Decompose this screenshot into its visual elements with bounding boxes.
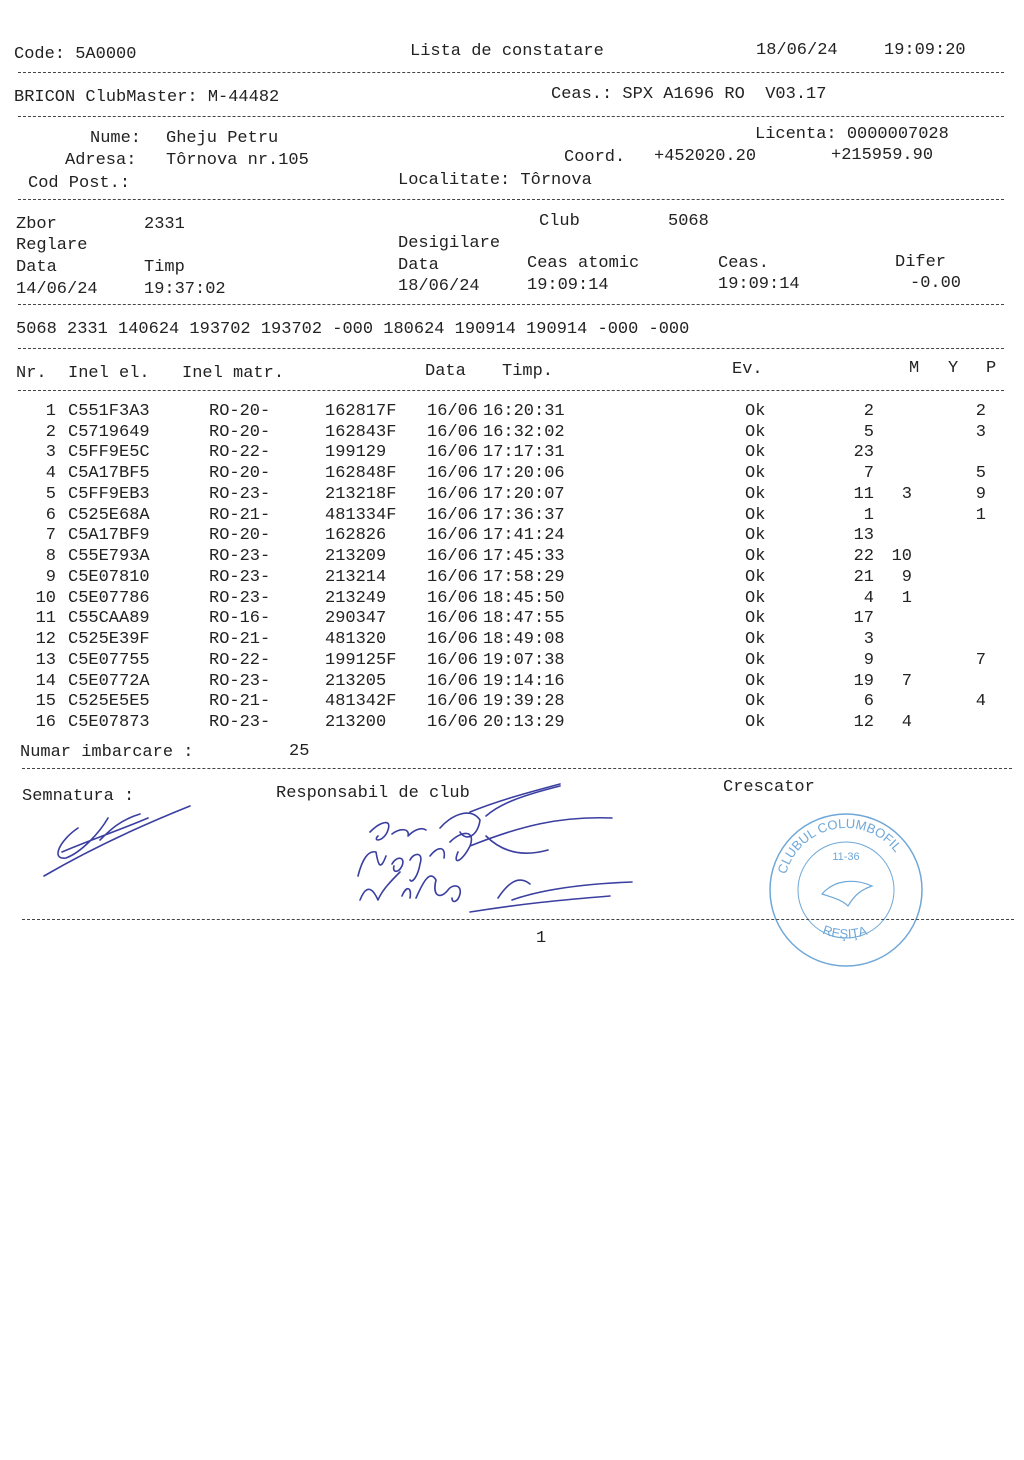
cell-nr: 11 (35, 609, 56, 628)
document-title: Lista de constatare (410, 42, 604, 61)
cell-time: 17:20:07 (483, 485, 565, 504)
cell-date: 16/06 (427, 485, 479, 504)
cell-nr: 15 (35, 692, 56, 711)
cell-num: 162817F (325, 402, 397, 421)
cell-time: 17:20:06 (483, 464, 565, 483)
cell-y: 9 (901, 568, 912, 587)
divider (22, 919, 1014, 920)
cell-el: C5E0772A (68, 672, 150, 691)
reglare-label: Reglare (16, 236, 88, 255)
cell-nr: 9 (45, 568, 56, 587)
cell-pre: RO-23- (209, 589, 271, 608)
postcode-label: Cod Post.: (28, 174, 131, 193)
cell-date: 16/06 (427, 443, 479, 462)
cell-y: 10 (891, 547, 912, 566)
col-header-timp: Timp. (502, 362, 554, 381)
cell-pre: RO-23- (209, 547, 271, 566)
cell-m: 1 (863, 506, 874, 525)
cell-m: 13 (853, 526, 874, 545)
cell-p: 4 (975, 692, 986, 711)
cell-date: 16/06 (427, 506, 479, 525)
timp-label: Timp (144, 258, 185, 277)
cell-p: 3 (975, 423, 986, 442)
cell-el: C55CAA89 (68, 609, 150, 628)
svg-text:11-36: 11-36 (832, 851, 860, 863)
page-number: 1 (536, 929, 547, 948)
cell-date: 16/06 (427, 692, 479, 711)
cell-time: 17:41:24 (483, 526, 565, 545)
cell-num: 290347 (325, 609, 387, 628)
atomic-time: 19:09:14 (527, 276, 609, 295)
cell-pre: RO-23- (209, 485, 271, 504)
cell-num: 213218F (325, 485, 397, 504)
clock-difference: -0.00 (910, 274, 962, 293)
cell-el: C5A17BF5 (68, 464, 150, 483)
clock-label: Ceas. (718, 254, 770, 273)
col-header-inel-matr: Inel matr. (182, 364, 285, 383)
cell-m: 7 (863, 464, 874, 483)
data-label: Data (16, 258, 57, 277)
reglare-time: 19:37:02 (144, 280, 226, 299)
reglare-date: 14/06/24 (16, 280, 98, 299)
club-number: 5068 (668, 212, 709, 231)
cell-ev: Ok (745, 443, 766, 462)
cell-num: 213200 (325, 713, 387, 732)
signature-label: Semnatura : (22, 787, 135, 806)
cell-ev: Ok (745, 402, 766, 421)
cell-pre: RO-23- (209, 713, 271, 732)
cell-nr: 14 (35, 672, 56, 691)
cell-num: 199129 (325, 443, 387, 462)
cell-el: C525E68A (68, 506, 150, 525)
coord-longitude: +215959.90 (831, 146, 934, 165)
cell-date: 16/06 (427, 423, 479, 442)
cell-el: C5719649 (68, 423, 150, 442)
cell-nr: 7 (45, 526, 56, 545)
club-responsible-label: Responsabil de club (276, 784, 470, 803)
cell-el: C5A17BF9 (68, 526, 150, 545)
coord-latitude: +452020.20 (654, 147, 757, 166)
cell-el: C5FF9E5C (68, 443, 150, 462)
col-header-m: M (909, 359, 920, 378)
cell-nr: 13 (35, 651, 56, 670)
cell-nr: 10 (35, 589, 56, 608)
cell-num: 162843F (325, 423, 397, 442)
cell-num: 162826 (325, 526, 387, 545)
cell-el: C5E07810 (68, 568, 150, 587)
desigilare-date: 18/06/24 (398, 277, 480, 296)
cell-date: 16/06 (427, 589, 479, 608)
cell-m: 23 (853, 443, 874, 462)
cell-pre: RO-21- (209, 692, 271, 711)
document-code: Code: 5A0000 (14, 45, 137, 64)
cell-ev: Ok (745, 589, 766, 608)
cell-pre: RO-20- (209, 526, 271, 545)
cell-y: 4 (901, 713, 912, 732)
cell-m: 17 (853, 609, 874, 628)
cell-ev: Ok (745, 568, 766, 587)
cell-ev: Ok (745, 464, 766, 483)
cell-time: 18:49:08 (483, 630, 565, 649)
cell-nr: 8 (45, 547, 56, 566)
cell-ev: Ok (745, 609, 766, 628)
cell-el: C5E07786 (68, 589, 150, 608)
cell-date: 16/06 (427, 609, 479, 628)
cell-num: 213214 (325, 568, 387, 587)
cell-date: 16/06 (427, 464, 479, 483)
flight-label: Zbor (16, 215, 57, 234)
cell-el: C55E793A (68, 547, 150, 566)
cell-time: 17:58:29 (483, 568, 565, 587)
desigilare-label: Desigilare (398, 234, 501, 253)
cell-pre: RO-20- (209, 464, 271, 483)
cell-ev: Ok (745, 713, 766, 732)
cell-el: C5E07873 (68, 713, 150, 732)
data-label-2: Data (398, 256, 439, 275)
cell-nr: 6 (45, 506, 56, 525)
difference-label: Difer (895, 253, 947, 272)
cell-ev: Ok (745, 651, 766, 670)
license-number: Licenta: 0000007028 (755, 125, 949, 144)
cell-nr: 4 (45, 464, 56, 483)
cell-p: 9 (975, 485, 986, 504)
print-date: 18/06/24 (756, 41, 838, 60)
cell-num: 481342F (325, 692, 397, 711)
cell-pre: RO-20- (209, 402, 271, 421)
cell-num: 481334F (325, 506, 397, 525)
cell-el: C525E5E5 (68, 692, 150, 711)
cell-time: 19:14:16 (483, 672, 565, 691)
cell-num: 481320 (325, 630, 387, 649)
cell-ev: Ok (745, 485, 766, 504)
cell-pre: RO-21- (209, 506, 271, 525)
cell-date: 16/06 (427, 402, 479, 421)
cell-time: 17:36:37 (483, 506, 565, 525)
cell-time: 19:07:38 (483, 651, 565, 670)
cell-nr: 16 (35, 713, 56, 732)
cell-m: 11 (853, 485, 874, 504)
address-label: Adresa: (65, 151, 137, 170)
cell-m: 19 (853, 672, 874, 691)
cell-p: 1 (975, 506, 986, 525)
cell-m: 4 (863, 589, 874, 608)
cell-p: 5 (975, 464, 986, 483)
cell-m: 5 (863, 423, 874, 442)
atomic-clock-label: Ceas atomic (527, 254, 640, 273)
club-stamp (764, 810, 934, 970)
cell-m: 21 (853, 568, 874, 587)
cell-pre: RO-22- (209, 651, 271, 670)
col-header-inel-el: Inel el. (68, 364, 150, 383)
cell-y: 3 (901, 485, 912, 504)
col-header-nr: Nr. (16, 364, 47, 383)
cell-m: 9 (863, 651, 874, 670)
cell-nr: 1 (45, 402, 56, 421)
cell-p: 2 (975, 402, 986, 421)
owner-address: Tôrnova nr.105 (166, 151, 309, 170)
cell-time: 17:17:31 (483, 443, 565, 462)
name-label: Nume: (90, 129, 142, 148)
cell-pre: RO-23- (209, 672, 271, 691)
cell-el: C5E07755 (68, 651, 150, 670)
cell-date: 16/06 (427, 630, 479, 649)
cell-pre: RO-20- (209, 423, 271, 442)
cell-ev: Ok (745, 423, 766, 442)
cell-p: 7 (975, 651, 986, 670)
cell-el: C551F3A3 (68, 402, 150, 421)
cell-nr: 12 (35, 630, 56, 649)
clock-time: 19:09:14 (718, 275, 800, 294)
cell-time: 16:32:02 (483, 423, 565, 442)
owner-locality: Localitate: Tôrnova (398, 171, 592, 190)
cell-ev: Ok (745, 630, 766, 649)
cell-date: 16/06 (427, 526, 479, 545)
cell-ev: Ok (745, 506, 766, 525)
cell-el: C5FF9EB3 (68, 485, 150, 504)
cell-pre: RO-16- (209, 609, 271, 628)
cell-time: 18:47:55 (483, 609, 565, 628)
cell-pre: RO-23- (209, 568, 271, 587)
owner-name: Gheju Petru (166, 129, 279, 148)
col-header-ev: Ev. (732, 360, 763, 379)
svg-text:REŞIŢA: REŞIŢA (820, 922, 869, 942)
boarding-label: Numar imbarcare : (20, 743, 194, 762)
cell-pre: RO-21- (209, 630, 271, 649)
cell-num: 213205 (325, 672, 387, 691)
cell-num: 199125F (325, 651, 397, 670)
cell-nr: 2 (45, 423, 56, 442)
cell-y: 7 (901, 672, 912, 691)
cell-el: C525E39F (68, 630, 150, 649)
cell-ev: Ok (745, 547, 766, 566)
code-line: 5068 2331 140624 193702 193702 -000 180624 190914 190914 -000 -000 (16, 320, 690, 339)
cell-date: 16/06 (427, 713, 479, 732)
cell-ev: Ok (745, 526, 766, 545)
cell-num: 162848F (325, 464, 397, 483)
print-time: 19:09:20 (884, 41, 966, 60)
cell-date: 16/06 (427, 651, 479, 670)
cell-num: 213249 (325, 589, 387, 608)
coord-label: Coord. (564, 148, 626, 167)
device-model: BRICON ClubMaster: M-44482 (14, 88, 280, 107)
cell-time: 20:13:29 (483, 713, 565, 732)
svg-text:CLUBUL COLUMBOFIL: CLUBUL COLUMBOFIL (774, 815, 905, 876)
cell-ev: Ok (745, 672, 766, 691)
boarding-count: 25 (289, 742, 310, 761)
cell-m: 22 (853, 547, 874, 566)
cell-m: 12 (853, 713, 874, 732)
cell-pre: RO-22- (209, 443, 271, 462)
breeder-label: Crescator (723, 778, 815, 797)
cell-time: 17:45:33 (483, 547, 565, 566)
cell-time: 19:39:28 (483, 692, 565, 711)
col-header-y: Y (948, 359, 959, 378)
cell-time: 16:20:31 (483, 402, 565, 421)
cell-date: 16/06 (427, 672, 479, 691)
flight-number: 2331 (144, 215, 185, 234)
cell-num: 213209 (325, 547, 387, 566)
cell-ev: Ok (745, 692, 766, 711)
cell-time: 18:45:50 (483, 589, 565, 608)
cell-date: 16/06 (427, 568, 479, 587)
col-header-p: P (986, 359, 997, 378)
cell-nr: 5 (45, 485, 56, 504)
cell-date: 16/06 (427, 547, 479, 566)
cell-y: 1 (901, 589, 912, 608)
col-header-data: Data (425, 362, 466, 381)
clock-model: Ceas.: SPX A1696 RO V03.17 (551, 85, 827, 104)
club-label: Club (539, 212, 580, 231)
cell-m: 3 (863, 630, 874, 649)
cell-m: 6 (863, 692, 874, 711)
cell-m: 2 (863, 402, 874, 421)
cell-nr: 3 (45, 443, 56, 462)
